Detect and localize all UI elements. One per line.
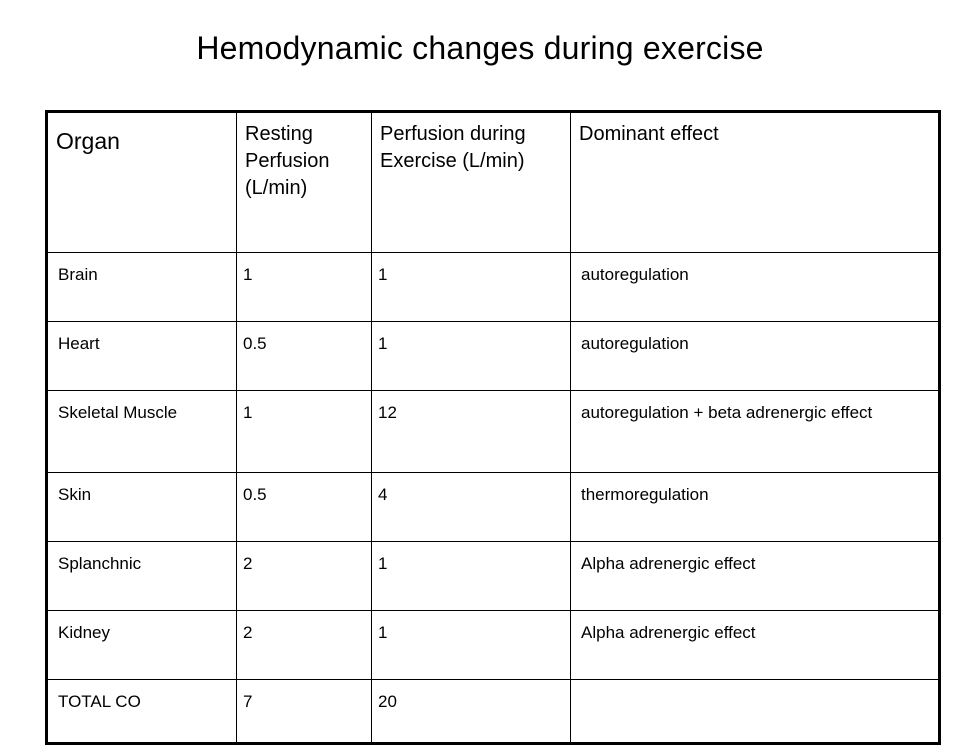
- cell-effect: thermoregulation: [571, 473, 940, 542]
- header-exercise-perfusion: Perfusion during Exercise (L/min): [372, 112, 571, 253]
- cell-exercise: 20: [372, 680, 571, 744]
- header-resting-perfusion: Resting Perfusion (L/min): [237, 112, 372, 253]
- cell-effect: autoregulation: [571, 322, 940, 391]
- table-row: [47, 542, 940, 611]
- table-row: [47, 611, 940, 680]
- header-organ: Organ: [47, 112, 237, 253]
- cell-resting: 0.5: [237, 322, 372, 391]
- cell-organ: Skeletal Muscle: [47, 391, 237, 473]
- cell-resting: 1: [237, 253, 372, 322]
- table-row: [47, 391, 940, 473]
- header-dominant-effect: Dominant effect: [571, 112, 940, 253]
- cell-resting: 0.5: [237, 473, 372, 542]
- cell-resting: 7: [237, 680, 372, 744]
- slide-title: Hemodynamic changes during exercise: [196, 30, 764, 66]
- cell-effect: [571, 680, 940, 744]
- cell-resting: 2: [237, 611, 372, 680]
- table-row: [47, 473, 940, 542]
- cell-exercise: 12: [372, 391, 571, 473]
- cell-effect: autoregulation: [571, 253, 940, 322]
- table-header-row: [47, 112, 940, 253]
- cell-effect: Alpha adrenergic effect: [571, 611, 940, 680]
- cell-organ: Heart: [47, 322, 237, 391]
- table-row-total: [47, 680, 940, 744]
- table-row: [47, 322, 940, 391]
- cell-exercise: 1: [372, 253, 571, 322]
- cell-organ: TOTAL CO: [47, 680, 237, 744]
- cell-resting: 1: [237, 391, 372, 473]
- cell-organ: Kidney: [47, 611, 237, 680]
- hemodynamics-table: [45, 110, 941, 745]
- cell-organ: Splanchnic: [47, 542, 237, 611]
- cell-exercise: 4: [372, 473, 571, 542]
- cell-effect: Alpha adrenergic effect: [571, 542, 940, 611]
- cell-exercise: 1: [372, 611, 571, 680]
- cell-effect: autoregulation + beta adrenergic effect: [571, 391, 940, 473]
- cell-exercise: 1: [372, 542, 571, 611]
- cell-organ: Skin: [47, 473, 237, 542]
- cell-resting: 2: [237, 542, 372, 611]
- cell-exercise: 1: [372, 322, 571, 391]
- table-row: [47, 253, 940, 322]
- cell-organ: Brain: [47, 253, 237, 322]
